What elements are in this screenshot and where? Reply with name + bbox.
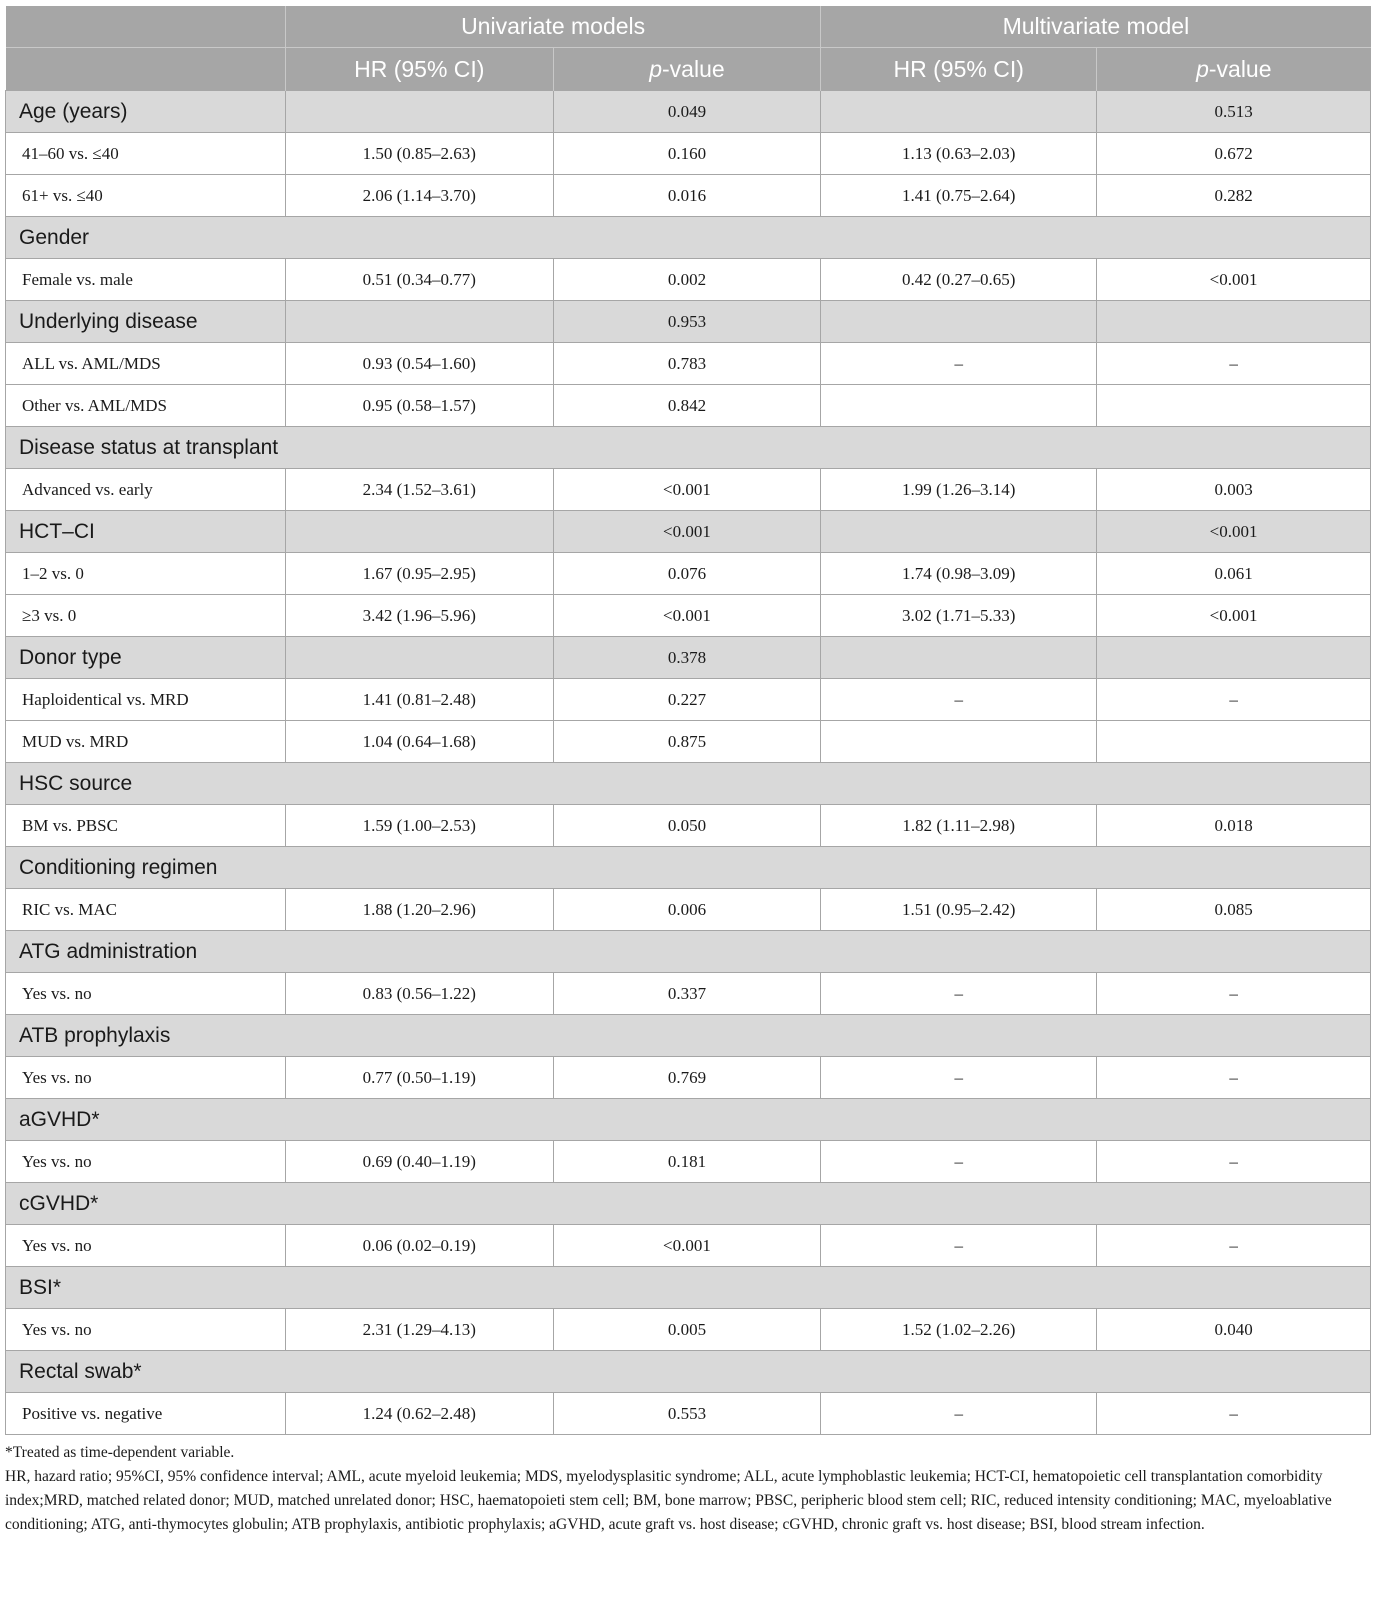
multi-p-cell: – bbox=[1097, 1141, 1371, 1183]
uni-hr-cell: 0.83 (0.56–1.22) bbox=[285, 973, 553, 1015]
multi-hr-cell: – bbox=[821, 343, 1097, 385]
multi-p-cell: – bbox=[1097, 1057, 1371, 1099]
group-label: Underlying disease bbox=[6, 301, 286, 343]
multi-p-cell: – bbox=[1097, 343, 1371, 385]
multi-p-cell: <0.001 bbox=[1097, 511, 1371, 553]
table-row bbox=[6, 175, 1371, 217]
header-blank-2 bbox=[6, 48, 286, 91]
hazard-ratio-table-container bbox=[5, 6, 1371, 1537]
multi-hr-cell: 0.42 (0.27–0.65) bbox=[821, 259, 1097, 301]
header-uni-hr: HR (95% CI) bbox=[285, 48, 553, 91]
uni-p-cell: 0.050 bbox=[553, 805, 821, 847]
table-row bbox=[6, 385, 1371, 427]
group-label: HCT–CI bbox=[6, 511, 286, 553]
multi-p-cell: 0.672 bbox=[1097, 133, 1371, 175]
row-label: RIC vs. MAC bbox=[6, 889, 286, 931]
group-label: Rectal swab* bbox=[6, 1351, 1371, 1393]
multi-p-cell bbox=[1097, 385, 1371, 427]
hazard-ratio-table bbox=[5, 6, 1371, 1435]
group-row bbox=[6, 511, 1371, 553]
multi-p-cell: 0.018 bbox=[1097, 805, 1371, 847]
table-body bbox=[6, 91, 1371, 1435]
uni-p-cell: 0.875 bbox=[553, 721, 821, 763]
uni-hr-cell: 3.42 (1.96–5.96) bbox=[285, 595, 553, 637]
group-label: ATB prophylaxis bbox=[6, 1015, 1371, 1057]
row-label: ALL vs. AML/MDS bbox=[6, 343, 286, 385]
multi-hr-cell: – bbox=[821, 679, 1097, 721]
row-label: Yes vs. no bbox=[6, 1141, 286, 1183]
multi-p-cell: – bbox=[1097, 973, 1371, 1015]
uni-p-cell: 0.005 bbox=[553, 1309, 821, 1351]
multi-hr-cell: – bbox=[821, 1141, 1097, 1183]
uni-p-cell: <0.001 bbox=[553, 1225, 821, 1267]
group-row bbox=[6, 637, 1371, 679]
table-row bbox=[6, 889, 1371, 931]
group-row bbox=[6, 931, 1371, 973]
group-row bbox=[6, 1351, 1371, 1393]
uni-hr-cell bbox=[285, 91, 553, 133]
group-label: BSI* bbox=[6, 1267, 1371, 1309]
group-label: Conditioning regimen bbox=[6, 847, 1371, 889]
uni-p-cell: 0.076 bbox=[553, 553, 821, 595]
uni-p-cell: 0.378 bbox=[553, 637, 821, 679]
row-label: MUD vs. MRD bbox=[6, 721, 286, 763]
multi-hr-cell bbox=[821, 385, 1097, 427]
multi-hr-cell bbox=[821, 721, 1097, 763]
row-label: Haploidentical vs. MRD bbox=[6, 679, 286, 721]
uni-hr-cell bbox=[285, 637, 553, 679]
group-row bbox=[6, 1015, 1371, 1057]
group-row bbox=[6, 847, 1371, 889]
multi-hr-cell bbox=[821, 637, 1097, 679]
uni-hr-cell: 1.41 (0.81–2.48) bbox=[285, 679, 553, 721]
table-row bbox=[6, 805, 1371, 847]
multi-p-cell: – bbox=[1097, 679, 1371, 721]
multi-hr-cell bbox=[821, 511, 1097, 553]
uni-p-cell: 0.002 bbox=[553, 259, 821, 301]
p-rest: -value bbox=[1208, 55, 1272, 82]
row-label: Advanced vs. early bbox=[6, 469, 286, 511]
multi-p-cell: 0.085 bbox=[1097, 889, 1371, 931]
footnote-time-dependent: *Treated as time-dependent variable. bbox=[5, 1444, 235, 1461]
multi-hr-cell: – bbox=[821, 973, 1097, 1015]
group-row bbox=[6, 91, 1371, 133]
table-row bbox=[6, 1057, 1371, 1099]
uni-p-cell: 0.227 bbox=[553, 679, 821, 721]
row-label: ≥3 vs. 0 bbox=[6, 595, 286, 637]
multi-hr-cell: 3.02 (1.71–5.33) bbox=[821, 595, 1097, 637]
group-row bbox=[6, 427, 1371, 469]
uni-hr-cell: 0.77 (0.50–1.19) bbox=[285, 1057, 553, 1099]
row-label: Other vs. AML/MDS bbox=[6, 385, 286, 427]
header-multi-p bbox=[1097, 48, 1371, 91]
group-row bbox=[6, 1183, 1371, 1225]
uni-hr-cell: 0.51 (0.34–0.77) bbox=[285, 259, 553, 301]
group-label: Disease status at transplant bbox=[6, 427, 1371, 469]
row-label: 61+ vs. ≤40 bbox=[6, 175, 286, 217]
row-label: Yes vs. no bbox=[6, 1225, 286, 1267]
header-univariate: Univariate models bbox=[285, 6, 820, 48]
row-label: Yes vs. no bbox=[6, 1309, 286, 1351]
table-row bbox=[6, 1225, 1371, 1267]
table-row bbox=[6, 1393, 1371, 1435]
multi-p-cell: 0.003 bbox=[1097, 469, 1371, 511]
uni-p-cell: <0.001 bbox=[553, 595, 821, 637]
uni-hr-cell: 0.69 (0.40–1.19) bbox=[285, 1141, 553, 1183]
table-row bbox=[6, 343, 1371, 385]
multi-hr-cell: – bbox=[821, 1057, 1097, 1099]
table-row bbox=[6, 595, 1371, 637]
uni-p-cell: 0.006 bbox=[553, 889, 821, 931]
multi-hr-cell: – bbox=[821, 1393, 1097, 1435]
uni-hr-cell: 0.93 (0.54–1.60) bbox=[285, 343, 553, 385]
uni-hr-cell bbox=[285, 301, 553, 343]
uni-p-cell: 0.783 bbox=[553, 343, 821, 385]
group-label: HSC source bbox=[6, 763, 1371, 805]
header-multivariate: Multivariate model bbox=[821, 6, 1371, 48]
uni-p-cell: 0.181 bbox=[553, 1141, 821, 1183]
uni-p-cell: 0.553 bbox=[553, 1393, 821, 1435]
row-label: Yes vs. no bbox=[6, 973, 286, 1015]
uni-p-cell: 0.337 bbox=[553, 973, 821, 1015]
group-label: Age (years) bbox=[6, 91, 286, 133]
group-label: aGVHD* bbox=[6, 1099, 1371, 1141]
table-row bbox=[6, 1141, 1371, 1183]
multi-hr-cell: 1.99 (1.26–3.14) bbox=[821, 469, 1097, 511]
uni-hr-cell: 2.06 (1.14–3.70) bbox=[285, 175, 553, 217]
row-label: Yes vs. no bbox=[6, 1057, 286, 1099]
group-row bbox=[6, 301, 1371, 343]
table-row bbox=[6, 1309, 1371, 1351]
group-label: Gender bbox=[6, 217, 1371, 259]
multi-hr-cell: 1.13 (0.63–2.03) bbox=[821, 133, 1097, 175]
table-row bbox=[6, 469, 1371, 511]
multi-p-cell: 0.040 bbox=[1097, 1309, 1371, 1351]
footnotes bbox=[5, 1441, 1371, 1537]
multi-p-cell bbox=[1097, 301, 1371, 343]
p-rest: -value bbox=[662, 55, 725, 82]
row-label: Positive vs. negative bbox=[6, 1393, 286, 1435]
uni-hr-cell: 1.88 (1.20–2.96) bbox=[285, 889, 553, 931]
group-row bbox=[6, 1099, 1371, 1141]
multi-p-cell: – bbox=[1097, 1393, 1371, 1435]
group-row bbox=[6, 1267, 1371, 1309]
table-row bbox=[6, 553, 1371, 595]
group-row bbox=[6, 217, 1371, 259]
multi-hr-cell: 1.74 (0.98–3.09) bbox=[821, 553, 1097, 595]
uni-hr-cell: 1.67 (0.95–2.95) bbox=[285, 553, 553, 595]
header-blank bbox=[6, 6, 286, 48]
multi-hr-cell: 1.41 (0.75–2.64) bbox=[821, 175, 1097, 217]
multi-hr-cell bbox=[821, 91, 1097, 133]
multi-hr-cell: 1.52 (1.02–2.26) bbox=[821, 1309, 1097, 1351]
uni-hr-cell: 1.59 (1.00–2.53) bbox=[285, 805, 553, 847]
multi-hr-cell: 1.82 (1.11–2.98) bbox=[821, 805, 1097, 847]
row-label: 1–2 vs. 0 bbox=[6, 553, 286, 595]
multi-p-cell: 0.282 bbox=[1097, 175, 1371, 217]
multi-hr-cell bbox=[821, 301, 1097, 343]
table-header bbox=[6, 6, 1371, 91]
p-italic: p bbox=[1196, 55, 1209, 82]
uni-hr-cell: 0.95 (0.58–1.57) bbox=[285, 385, 553, 427]
uni-p-cell: <0.001 bbox=[553, 511, 821, 553]
multi-p-cell: 0.513 bbox=[1097, 91, 1371, 133]
multi-p-cell: 0.061 bbox=[1097, 553, 1371, 595]
uni-hr-cell: 0.06 (0.02–0.19) bbox=[285, 1225, 553, 1267]
group-row bbox=[6, 763, 1371, 805]
multi-p-cell: – bbox=[1097, 1225, 1371, 1267]
group-label: Donor type bbox=[6, 637, 286, 679]
uni-hr-cell: 1.24 (0.62–2.48) bbox=[285, 1393, 553, 1435]
row-label: Female vs. male bbox=[6, 259, 286, 301]
table-row bbox=[6, 721, 1371, 763]
uni-p-cell: 0.049 bbox=[553, 91, 821, 133]
uni-hr-cell bbox=[285, 511, 553, 553]
uni-hr-cell: 1.50 (0.85–2.63) bbox=[285, 133, 553, 175]
table-row bbox=[6, 973, 1371, 1015]
table-row bbox=[6, 259, 1371, 301]
uni-p-cell: 0.769 bbox=[553, 1057, 821, 1099]
uni-p-cell: 0.016 bbox=[553, 175, 821, 217]
p-italic: p bbox=[649, 55, 663, 82]
uni-p-cell: <0.001 bbox=[553, 469, 821, 511]
row-label: 41–60 vs. ≤40 bbox=[6, 133, 286, 175]
uni-p-cell: 0.160 bbox=[553, 133, 821, 175]
table-row bbox=[6, 133, 1371, 175]
header-multi-hr: HR (95% CI) bbox=[821, 48, 1097, 91]
footnote-abbreviations: HR, hazard ratio; 95%CI, 95% confidence interval; AML, acute myeloid leukemia; MDS, myelodysplasitic syndrome; ALL, acute lymphoblastic leukemia; HCT-CI, hematopoietic cell transplantation comorbidity index;MRD, matched related donor; MUD, matched unrelated donor; HSC, haematopoieti stem cell; BM, bone marrow; PBSC, peripheric blood stem cell; RIC, reduced intensity conditioning; MAC, myeloablative conditioning; ATG, anti-thymocytes globulin; ATB prophylaxis, antibiotic prophylaxis; aGVHD, acute graft vs. host disease; cGVHD, chronic graft vs. host disease; BSI, blood stream infection. bbox=[5, 1468, 1332, 1533]
uni-hr-cell: 1.04 (0.64–1.68) bbox=[285, 721, 553, 763]
group-label: ATG administration bbox=[6, 931, 1371, 973]
multi-p-cell bbox=[1097, 721, 1371, 763]
uni-hr-cell: 2.34 (1.52–3.61) bbox=[285, 469, 553, 511]
row-label: BM vs. PBSC bbox=[6, 805, 286, 847]
uni-p-cell: 0.842 bbox=[553, 385, 821, 427]
multi-p-cell: <0.001 bbox=[1097, 259, 1371, 301]
uni-hr-cell: 2.31 (1.29–4.13) bbox=[285, 1309, 553, 1351]
multi-hr-cell: 1.51 (0.95–2.42) bbox=[821, 889, 1097, 931]
multi-p-cell bbox=[1097, 637, 1371, 679]
table-row bbox=[6, 679, 1371, 721]
header-uni-p bbox=[553, 48, 821, 91]
group-label: cGVHD* bbox=[6, 1183, 1371, 1225]
multi-p-cell: <0.001 bbox=[1097, 595, 1371, 637]
uni-p-cell: 0.953 bbox=[553, 301, 821, 343]
multi-hr-cell: – bbox=[821, 1225, 1097, 1267]
